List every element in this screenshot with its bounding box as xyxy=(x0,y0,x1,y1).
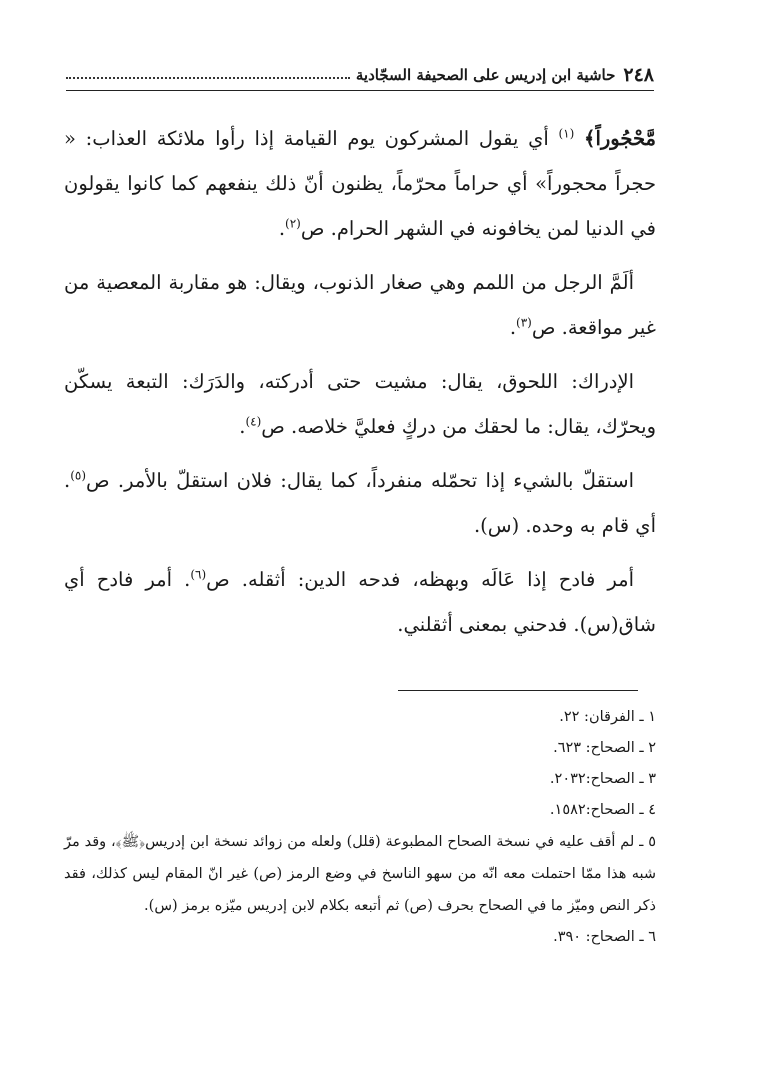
footnotes xyxy=(64,702,656,953)
paragraph-2-text: ألَمَّ الرجل من اللمم وهي صغار الذنوب، ويقال: هو مقاربة المعصية من غير مواقعة. ص xyxy=(64,271,656,339)
paragraph-5-text: أمر فادح إذا عَالَه وبهظه، فدحه الدين: أثقله. ص xyxy=(206,568,634,591)
paragraph-1 xyxy=(64,116,656,251)
page-number: ٢٤٨ xyxy=(623,64,654,86)
main-text xyxy=(64,116,656,656)
footnote-2: ٢ ـ الصحاح: ٦٢٣. xyxy=(553,740,656,756)
paragraph-4-end: . أي قام به وحده. (س). xyxy=(64,469,656,537)
footnote-1: ١ ـ الفرقان: ٢٢. xyxy=(559,709,656,725)
footnote-6: ٦ ـ الصحاح: ٣٩٠. xyxy=(553,929,656,945)
footnote-3: ٣ ـ الصحاح:٢٠٣٢. xyxy=(549,771,656,787)
paragraph-3-end: . xyxy=(239,415,246,438)
paragraph-3 xyxy=(64,359,656,449)
paragraph-3-text: الإدراك: اللحوق، يقال: مشيت حتى أدركته، والدَرَك: التبعة يسكّن ويحرّك، يقال: ما لحقك من دركٍ فعليَّ خلاصه. ص xyxy=(64,370,656,438)
paragraph-4 xyxy=(64,458,656,548)
paragraph-5-end: . أمر فادح أي شاق(س). فدحني بمعنى أثقلني. xyxy=(64,568,656,636)
footnote-ref-5: (٥) xyxy=(70,468,87,483)
header-dot-leader xyxy=(66,75,350,79)
footnote-separator xyxy=(398,690,638,691)
header-title: حاشية ابن إدريس على الصحيفة السجّادية xyxy=(355,66,616,84)
footnote-ref-4: (٤) xyxy=(245,414,262,429)
footnote-ref-3: (٣) xyxy=(516,315,532,330)
paragraph-4-text: استقلّ بالشيء إذا تحمّله منفرداً، كما يقال: فلان استقلّ بالأمر. ص xyxy=(86,469,634,492)
footnote-4: ٤ ـ الصحاح:١٥٨٢. xyxy=(549,802,656,818)
footnote-ref-2: (٢) xyxy=(285,216,301,231)
running-header xyxy=(66,60,654,91)
quran-fragment: مَّحْجُوراً﴾ xyxy=(584,127,656,150)
footnote-5: ٥ ـ لم أقف عليه في نسخة الصحاح المطبوعة (قلل) ولعله من زوائد نسخة ابن إدريس﴿ﷺ﴾، وقد مرّ شبه هذا ممّا احتملت معه انّه من سهو الناسخ في وضع الرمز (ص) غير انّ المقام ليس كذلك، فقد ذكر النص وميّز ما في الصحاح بحرف (ص) ثم أتبعه بكلام لابن إدريس ميّزه برمز (س). xyxy=(64,834,656,914)
paragraph-1-text: أي يقول المشركون يوم القيامة إذا رأوا ملائكة العذاب: « حجراً محجوراً» أي حراماً محرّماً، يظنون أنّ ذلك ينفعهم كما كانوا يقولون في الدنيا لمن يخافونه في الشهر الحرام. ص xyxy=(64,127,656,240)
footnote-ref-1: (١) xyxy=(558,126,575,141)
footnote-ref-6: (٦) xyxy=(190,567,207,582)
paragraph-2-end: . xyxy=(509,316,517,339)
paragraph-1-end: . xyxy=(278,217,286,240)
paragraph-2 xyxy=(64,260,656,350)
paragraph-5 xyxy=(64,557,656,647)
